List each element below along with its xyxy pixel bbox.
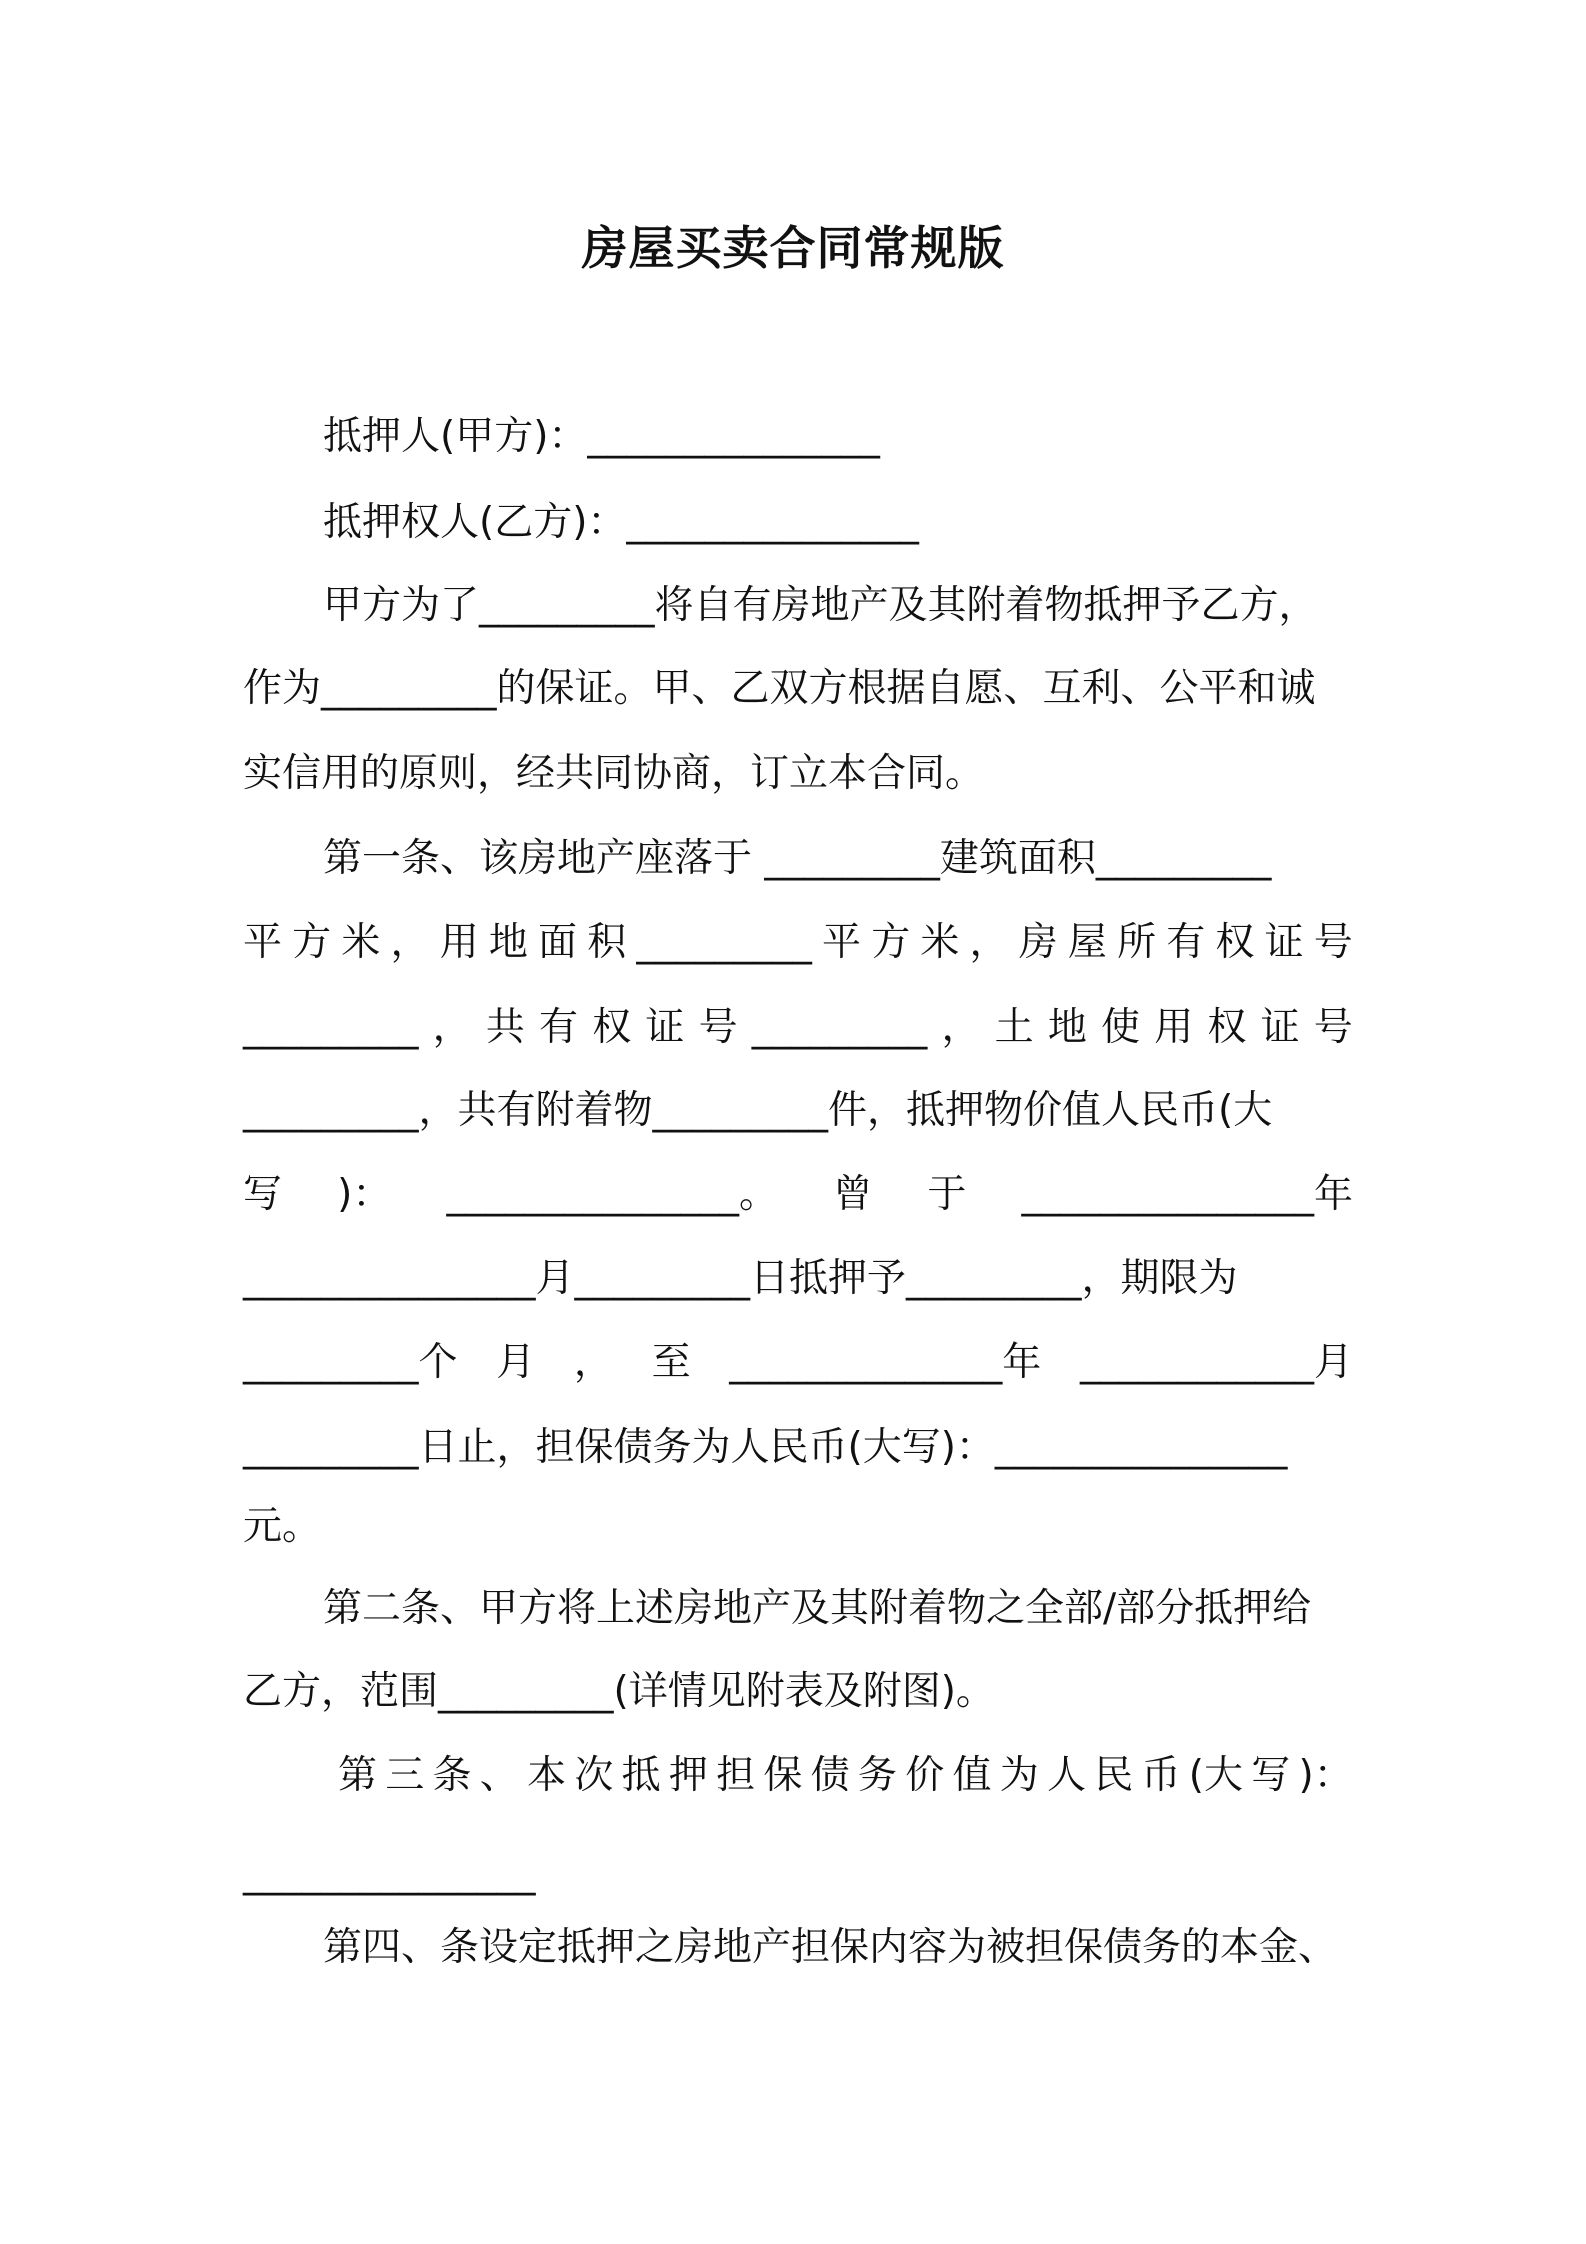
text-fragment: 积 — [587, 920, 627, 965]
document-title: 房屋买卖合同常规版 — [581, 221, 1005, 275]
text-fragment: 、 — [479, 1753, 519, 1798]
text-fragment: 三 — [385, 1753, 425, 1798]
article-2-line-2: 乙方，范围_________(详情见附表及附图)。 — [243, 1669, 995, 1714]
text-fragment: 号 — [1313, 920, 1353, 965]
text-fragment: 共 — [485, 1005, 525, 1050]
article-1-line-6: _______________月_________日抵押予_________，期限为 — [243, 1256, 1238, 1301]
text-fragment: 证 — [1264, 920, 1304, 965]
text-fragment: 屋 — [1067, 920, 1107, 965]
preamble-line-2: 作为_________的保证。甲、乙双方根据自愿、互利、公平和诚 — [243, 666, 1316, 711]
article-1-line-1: 第一条、该房地产座落于 _________建筑面积_________ — [323, 836, 1272, 881]
article-3-line-2: _______________ — [243, 1851, 536, 1896]
preamble-line-3: 实信用的原则，经共同协商，订立本合同。 — [243, 751, 985, 796]
text-fragment: 所 — [1117, 920, 1157, 965]
text-fragment: 证 — [645, 1005, 685, 1050]
text-fragment: 押 — [668, 1753, 708, 1798]
text-fragment: 币 — [1141, 1753, 1181, 1798]
text-fragment: 人 — [1046, 1753, 1086, 1798]
text-fragment: _________ — [636, 920, 812, 965]
text-fragment: 至 — [651, 1340, 691, 1385]
text-fragment: 曾 — [833, 1172, 873, 1217]
text-fragment: _________个 — [243, 1340, 458, 1385]
mortgagor-line: 抵押人(甲方)：_______________ — [323, 414, 880, 459]
text-fragment: 地 — [1047, 1005, 1087, 1050]
text-fragment: 方 — [292, 920, 332, 965]
article-4-line-1: 第四、条设定抵押之房地产担保内容为被担保债务的本金、 — [323, 1925, 1338, 1970]
text-fragment: 抵 — [621, 1753, 661, 1798]
text-fragment: 权 — [1207, 1005, 1247, 1050]
text-fragment: 使 — [1101, 1005, 1141, 1050]
text-fragment: 米 — [341, 920, 381, 965]
text-fragment: ______________年 — [729, 1340, 1042, 1385]
text-fragment: 写 — [1251, 1753, 1291, 1798]
text-fragment: _________ — [751, 1005, 928, 1050]
text-fragment: (大 — [1188, 1753, 1243, 1798]
text-fragment: 证 — [1260, 1005, 1300, 1050]
text-fragment: )： — [337, 1172, 392, 1217]
text-fragment: ， — [941, 1005, 981, 1050]
article-1-line-2 — [243, 918, 1353, 968]
text-fragment: 条 — [432, 1753, 472, 1798]
text-fragment: 民 — [1094, 1753, 1134, 1798]
preamble-line-1: 甲方为了_________将自有房地产及其附着物抵押予乙方， — [323, 583, 1318, 628]
text-fragment: 用 — [1154, 1005, 1194, 1050]
text-fragment: 平 — [243, 920, 283, 965]
text-fragment: 次 — [574, 1753, 614, 1798]
text-fragment: ， — [390, 920, 430, 965]
text-fragment: 土 — [994, 1005, 1034, 1050]
text-fragment: 保 — [763, 1753, 803, 1798]
article-1-line-4: _________，共有附着物_________件，抵押物价值人民币(大 — [243, 1088, 1273, 1133]
text-fragment: 为 — [999, 1753, 1039, 1798]
mortgagee-line: 抵押权人(乙方)：_______________ — [323, 500, 919, 545]
text-fragment: 有 — [1166, 920, 1206, 965]
text-fragment: 于 — [927, 1172, 967, 1217]
article-2-line-1: 第二条、甲方将上述房地产及其附着物之全部/部分抵押给 — [323, 1586, 1312, 1631]
text-fragment: _______________。 — [446, 1172, 779, 1217]
text-fragment: 第 — [338, 1753, 378, 1798]
text-fragment: 房 — [1018, 920, 1058, 965]
text-fragment: _______________年 — [1021, 1172, 1353, 1217]
text-fragment: 价 — [905, 1753, 945, 1798]
article-1-line-5 — [243, 1170, 1353, 1220]
text-fragment: 有 — [539, 1005, 579, 1050]
text-fragment: 本 — [527, 1753, 567, 1798]
article-1-line-8: _________日止，担保债务为人民币(大写)：_______________ — [243, 1425, 1288, 1470]
text-fragment: ， — [573, 1340, 613, 1385]
text-fragment: )： — [1298, 1753, 1353, 1798]
article-1-line-7 — [243, 1338, 1353, 1388]
text-fragment: 债 — [810, 1753, 850, 1798]
text-fragment: 权 — [1215, 920, 1255, 965]
text-fragment: 平 — [822, 920, 862, 965]
text-fragment: _________ — [243, 1005, 419, 1050]
article-1-line-3 — [243, 1003, 1353, 1053]
text-fragment: 写 — [243, 1172, 283, 1217]
text-fragment: ， — [432, 1005, 472, 1050]
text-fragment: 用 — [439, 920, 479, 965]
article-3-line-1 — [338, 1751, 1353, 1801]
text-fragment: 方 — [871, 920, 911, 965]
text-fragment: 地 — [488, 920, 528, 965]
text-fragment: 担 — [716, 1753, 756, 1798]
text-fragment: 务 — [857, 1753, 897, 1798]
text-fragment: 权 — [592, 1005, 632, 1050]
text-fragment: 面 — [538, 920, 578, 965]
article-1-line-9: 元。 — [243, 1504, 322, 1549]
text-fragment: 号 — [698, 1005, 738, 1050]
text-fragment: ____________月 — [1079, 1340, 1353, 1385]
text-fragment: 值 — [952, 1753, 992, 1798]
text-fragment: 月 — [496, 1340, 536, 1385]
text-fragment: 米 — [920, 920, 960, 965]
text-fragment: 号 — [1313, 1005, 1353, 1050]
text-fragment: ， — [969, 920, 1009, 965]
